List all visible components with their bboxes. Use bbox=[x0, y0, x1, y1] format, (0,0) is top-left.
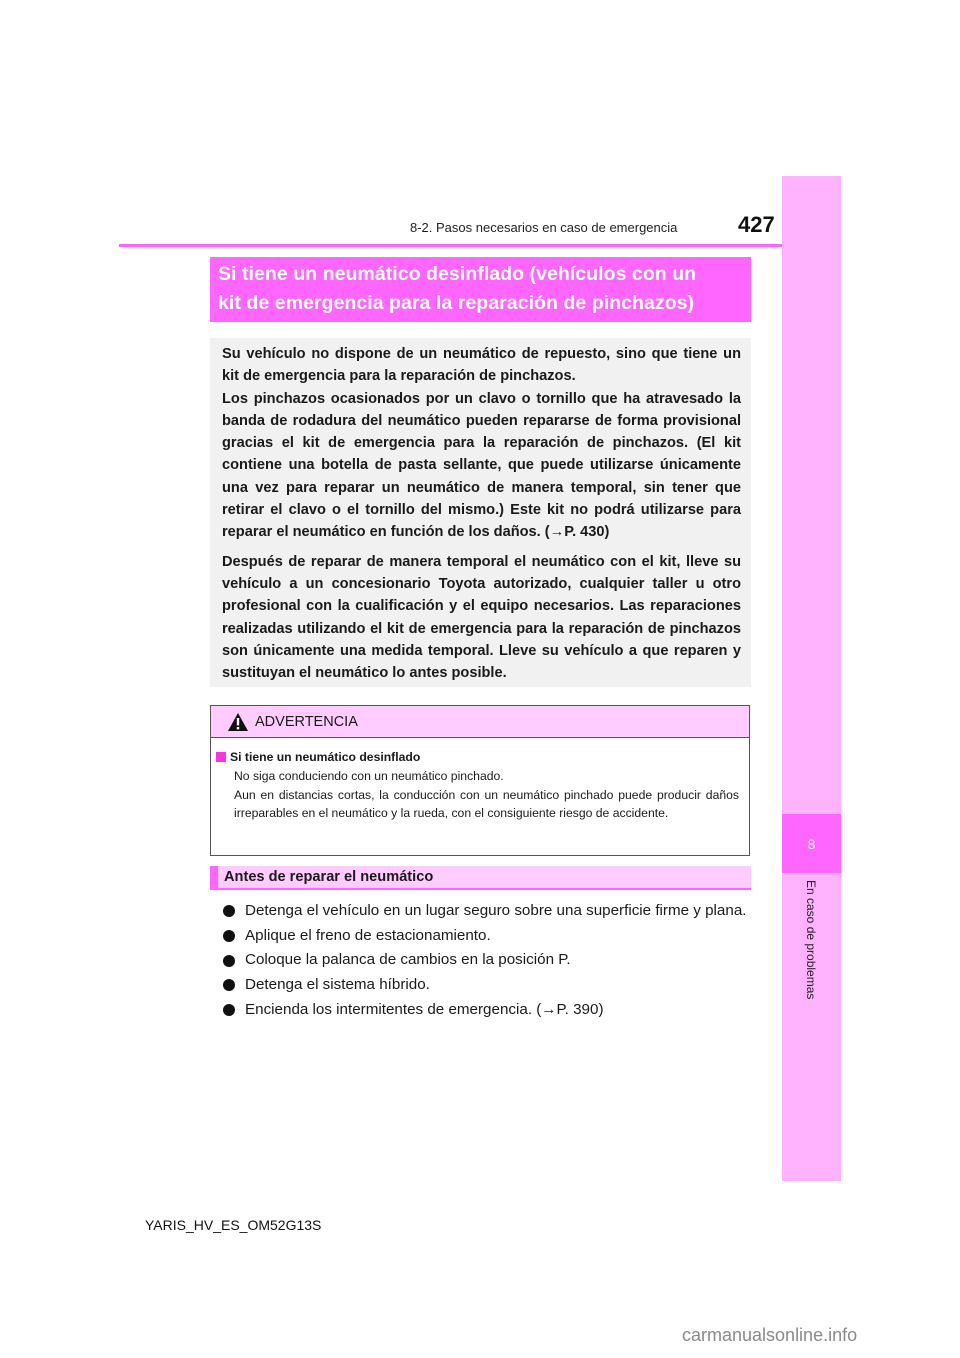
warning-body bbox=[211, 738, 749, 822]
intro-box bbox=[210, 338, 751, 687]
warning-triangle-icon bbox=[228, 713, 248, 731]
list-item bbox=[220, 924, 760, 949]
bullet-icon bbox=[223, 1004, 235, 1016]
warning-text bbox=[216, 767, 739, 822]
chapter-title: En caso de problemas bbox=[804, 880, 818, 1000]
header-divider bbox=[119, 244, 841, 247]
chapter-number: 8 bbox=[807, 835, 816, 852]
warning-line: No siga conduciendo con un neumático pinchado. bbox=[234, 769, 504, 784]
warning-line: Aun en distancias cortas, la conducción con un neumático pinchado puede producir daños irreparables en el neumático y la rueda, con el consiguiente riesgo de accidente. bbox=[234, 787, 739, 820]
bullet-icon bbox=[223, 955, 235, 967]
subsection-heading-text: Antes de reparar el neumático bbox=[224, 869, 434, 885]
list-item-text: Encienda los intermitentes de emergencia. (→P. 390) bbox=[245, 1000, 604, 1018]
page-number: 427 bbox=[738, 212, 775, 237]
square-bullet-icon bbox=[216, 752, 226, 762]
warning-subheading-text: Si tiene un neumático desinflado bbox=[230, 750, 421, 764]
warning-header bbox=[211, 706, 749, 738]
bullet-icon bbox=[223, 930, 235, 942]
steps-list bbox=[220, 899, 760, 1023]
list-item bbox=[220, 899, 760, 924]
subsection-heading bbox=[210, 866, 751, 890]
list-item-text: Detenga el vehículo en un lugar seguro sobre una superficie firme y plana. bbox=[245, 902, 747, 919]
section-title-line-1: Si tiene un neumático desinflado (vehículos con un bbox=[218, 263, 697, 285]
intro-paragraph: Después de reparar de manera temporal el neumático con el kit, lleve su vehículo a un concesionario Toyota autorizado, cualquier taller u otro profesional con la cualificación y el equipo necesarios. Las reparaciones realizadas utilizando el kit de emergencia para la reparación de pinchazos son únicamente una medida temporal. Lleve su vehículo a que reparen y sustituyan el neumático lo antes posible. bbox=[222, 553, 741, 682]
section-title-line-2: kit de emergencia para la reparación de pinchazos) bbox=[218, 292, 695, 314]
heading-accent-bar bbox=[210, 866, 218, 888]
warning-box bbox=[210, 705, 750, 856]
intro-paragraph: Su vehículo no dispone de un neumático de repuesto, sino que tiene un kit de emergencia para la reparación de pinchazos. bbox=[222, 346, 741, 385]
section-title bbox=[210, 257, 751, 322]
warning-subheading bbox=[216, 748, 739, 766]
list-item-text: Coloque la palanca de cambios en la posición P. bbox=[245, 951, 571, 969]
document-code: YARIS_HV_ES_OM52G13S bbox=[145, 1217, 322, 1233]
intro-paragraph: Los pinchazos ocasionados por un clavo o tornillo que ha atravesado la banda de rodadura del neumático pueden repararse de forma provisional gracias el kit de emergencia para la reparación de pinchazos. (El kit contiene una botella de pasta sellante, que puede utilizarse únicamente una vez para reparar un neumático de manera temporal, sin tener que retirar el clavo o el tornillo del mismo.) Este kit no podrá utilizarse para reparar el neumático en función de los daños. (→P. 430) bbox=[222, 390, 741, 541]
list-item-text: Aplique el freno de estacionamiento. bbox=[245, 926, 491, 944]
chapter-label bbox=[776, 880, 846, 1080]
header-section-title: 8-2. Pasos necesarios en caso de emergencia bbox=[410, 220, 678, 235]
list-item bbox=[220, 948, 760, 973]
bullet-icon bbox=[223, 979, 235, 991]
watermark[interactable]: carmanualsonline.info bbox=[682, 1325, 858, 1345]
list-item-text: Detenga el sistema híbrido. bbox=[245, 976, 430, 994]
chapter-tab[interactable] bbox=[782, 814, 841, 873]
list-item bbox=[220, 998, 760, 1023]
warning-title: ADVERTENCIA bbox=[255, 713, 358, 730]
bullet-icon bbox=[223, 905, 235, 917]
list-item bbox=[220, 973, 760, 998]
